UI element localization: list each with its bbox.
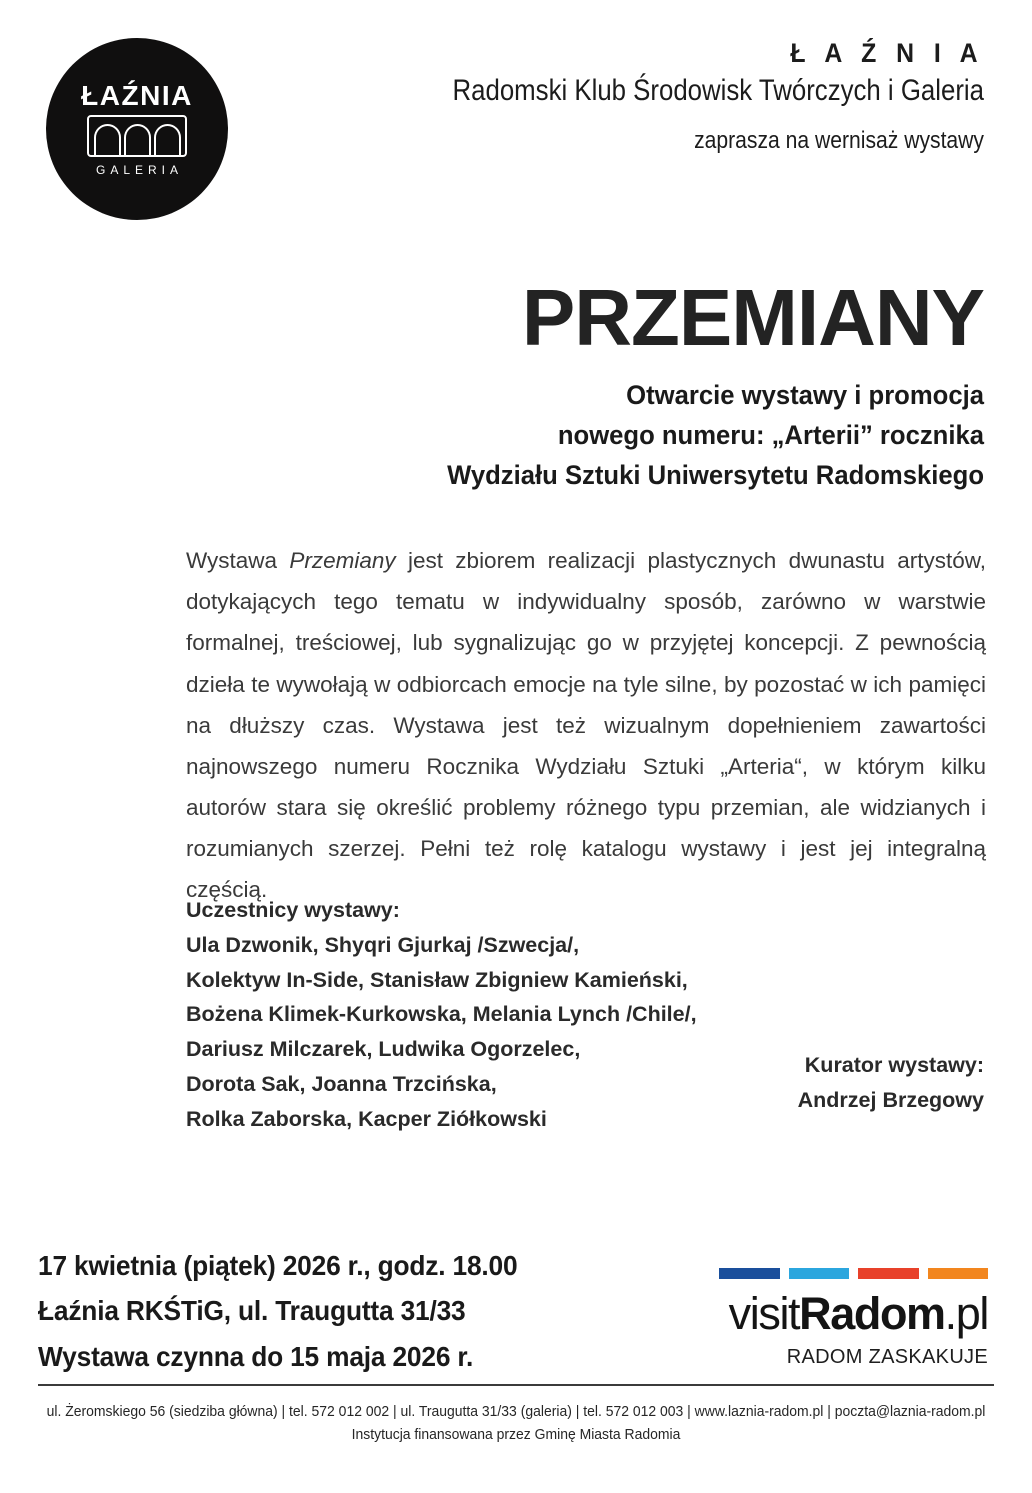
curator-block [798, 1048, 984, 1118]
participants-line: Dorota Sak, Joanna Trzcińska, [186, 1072, 497, 1097]
organisation-full-name: Radomski Klub Środowisk Twórczych i Galeria [452, 74, 984, 108]
participants-line: Dariusz Milczarek, Ludwika Ogorzelec, [186, 1037, 581, 1062]
visit-radom-logo [716, 1268, 988, 1369]
arch-shape-2 [124, 124, 151, 155]
exhibition-description [186, 540, 986, 911]
footer-divider [38, 1384, 994, 1386]
title-block [284, 273, 984, 496]
footer-block [36, 1400, 996, 1447]
exhibition-subtitle-line-3: Wydziału Sztuki Uniwersytetu Radomskiego [447, 459, 984, 490]
color-bar-blue-dark [719, 1268, 780, 1279]
event-details-block [38, 1243, 517, 1379]
footer-contact-line: ul. Żeromskiego 56 (siedziba główna) | tel. 572 012 002 | ul. Traugutta 31/33 (galeria) | tel. 572 012 003 | www.laznia-radom.pl | poczta@laznia-radom.pl [46, 1403, 986, 1420]
description-part-1: Wystawa [186, 548, 290, 573]
participants-line: Rolka Zaborska, Kacper Ziółkowski [186, 1106, 547, 1131]
participants-block [186, 893, 756, 1137]
event-duration: Wystawa czynna do 15 maja 2026 r. [38, 1340, 474, 1372]
participants-line: Kolektyw In-Side, Stanisław Zbigniew Kamieński, [186, 967, 688, 992]
visit-radom-wordmark [716, 1288, 988, 1339]
event-date-time: 17 kwietnia (piątek) 2026 r., godz. 18.00 [38, 1250, 518, 1281]
poster-header [0, 38, 1032, 228]
organisation-name: Ł A Ź N I A [790, 38, 984, 68]
participants-heading: Uczestnicy wystawy: [186, 898, 400, 922]
exhibition-title: PRZEMIANY [521, 273, 984, 362]
organisation-block [324, 38, 984, 157]
description-emphasis: Przemiany [289, 548, 396, 573]
wordmark-visit: visit [728, 1288, 800, 1339]
color-bar-orange [928, 1268, 989, 1279]
laznia-logo-wordmark: ŁAŹNIA [81, 79, 193, 111]
wordmark-dot-pl: .pl [944, 1288, 988, 1339]
participants-line: Ula Dzwonik, Shyqri Gjurkaj /Szwecja/, [186, 932, 580, 957]
event-venue: Łaźnia RKŚTiG, ul. Traugutta 31/33 [38, 1295, 466, 1327]
laznia-logo [46, 38, 228, 220]
exhibition-subtitle-line-2: nowego numeru: „Arterii” rocznika [557, 419, 984, 450]
footer-funding-line: Instytucja finansowana przez Gminę Miasta Radomia [351, 1426, 681, 1444]
color-bar-blue-light [789, 1268, 850, 1279]
wordmark-radom: Radom [799, 1288, 945, 1339]
color-bar-red [858, 1268, 919, 1279]
description-part-2: jest zbiorem realizacji plastycznych dwunastu artystów, dotykających tego tematu w indywidualny sposób, zarówno w warstwie formalnej, treściowej, lub sygnalizując go w przyjętej koncepcji. Z pewnością dzieła te wywołają w odbiorcach emocje na tyle silne, by pozostać w ich pamięci na dłuższy czas. Wystawa jest też wizualnym dopełnieniem zawartości najnowszego numeru Rocznika Wydziału Sztuki „Arteria“, w którym kilku autorów stara się określić problemy różnego typu przemian, ale widzianych i rozumianych szerzej. Pełni też rolę katalogu wystawy i jest jej integralną częścią. [186, 548, 986, 903]
curator-name: Andrzej Brzegowy [797, 1087, 984, 1112]
visit-radom-tagline: RADOM ZASKAKUJE [786, 1346, 988, 1368]
exhibition-subtitle-line-1: Otwarcie wystawy i promocja [626, 380, 984, 410]
arcade-icon [87, 115, 187, 157]
laznia-logo-subtext: GALERIA [95, 162, 184, 177]
participants-line: Bożena Klimek-Kurkowska, Melania Lynch /Chile/, [186, 1002, 697, 1027]
curator-heading: Kurator wystawy: [804, 1053, 984, 1077]
arch-shape-3 [154, 124, 181, 155]
arch-shape-1 [94, 124, 121, 155]
invitation-line: zaprasza na wernisaż wystawy [694, 126, 984, 154]
visit-radom-color-bars [716, 1268, 988, 1279]
